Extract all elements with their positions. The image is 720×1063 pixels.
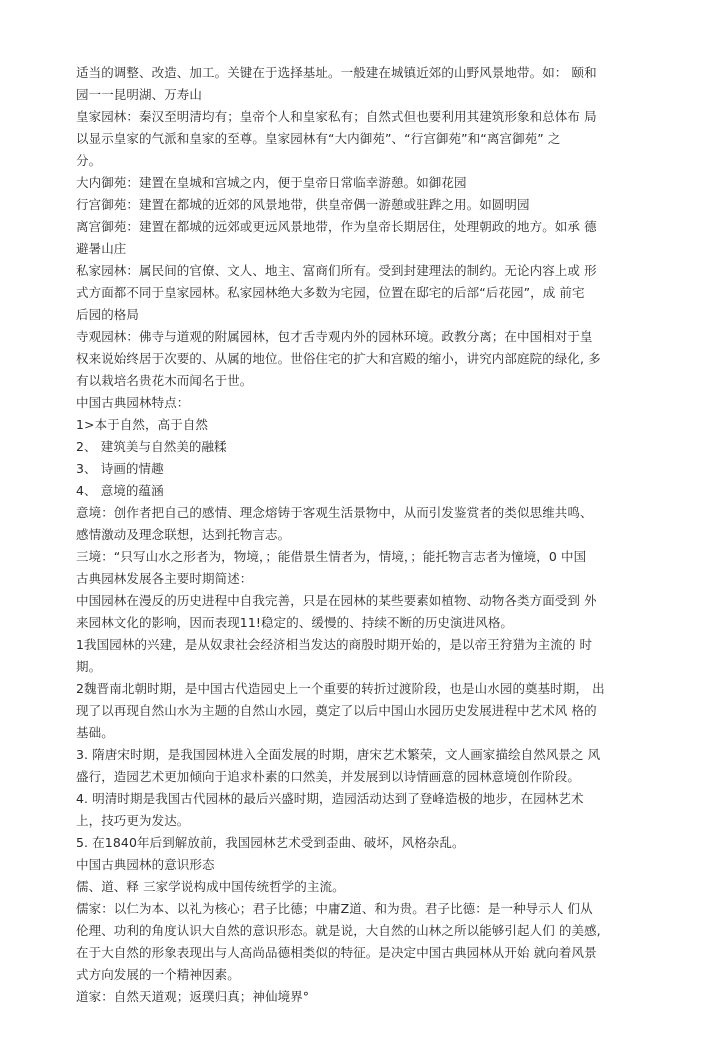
text-line: 基础。 <box>76 725 114 740</box>
text-line: 3、 诗画的情趣 <box>76 461 164 476</box>
text-line: 上，技巧更为发达。 <box>76 813 190 828</box>
text-line: 适当的调整、改造、加工。关键在于选择基址。一般建在城镇近郊的山野风景地带。如： 颐和 <box>76 65 597 80</box>
text-line: 来园林文化的影响，因而表现11!稳定的、缓慢的、持续不断的历史演进风格。 <box>76 615 514 630</box>
text-line: 1>本于自然，高于自然 <box>76 417 209 432</box>
text-line: 古典园林发展各主要时期简述： <box>76 571 253 586</box>
text-line: 中国古典园林的意识形态 <box>76 857 215 872</box>
text-line: 大内御苑：建置在皇城和宫城之内，便于皇帝日常临幸游憩。如御花园 <box>76 175 467 190</box>
text-line: 意境：创作者把自己的感情、理念熔铸于客观生活景物中，从而引发鉴赏者的类似思维共鸣、 <box>76 505 593 520</box>
text-line: 5. 在1840年后到解放前，我国园林艺术受到歪曲、破坏，风格杂乱。 <box>76 835 465 850</box>
text-line: 伦理、功利的角度认识大自然的意识形态。就是说，大自然的山林之所以能够引起人们 的美感, <box>76 923 601 938</box>
text-line: 离宫御苑：建置在都城的远郊或更远风景地带，作为皇帝长期居住，处理朝政的地方。如承 德 <box>76 219 597 234</box>
text-line: 4、 意境的蕴涵 <box>76 483 164 498</box>
text-line: 中国园林在漫反的历史进程中自我完善，只是在园林的某些要素如植物、动物各类方面受到 外 <box>76 593 597 608</box>
text-line: 期。 <box>76 659 102 674</box>
text-line: 感情激动及理念联想，达到托物言志。 <box>76 527 291 542</box>
text-line: 2魏晋南北朝时期，是中国古代造园史上一个重要的转折过渡阶段，也是山水园的奠基时期， 出 <box>76 681 605 696</box>
text-line: 1我国园林的兴建，是从奴隶社会经济相当发达的商殷时期开始的，是以帝王狩猎为主流的 时 <box>76 637 593 652</box>
text-line: 2、 建筑美与自然美的融糅 <box>76 439 227 454</box>
text-line: 有以栽培名贵花木而闻名于世。 <box>76 373 253 388</box>
text-line: 式方向发展的一个精神因素。 <box>76 967 240 982</box>
text-line: 行宫御苑：建置在都城的近郊的风景地带，供皇帝偶一游憩或驻跸之用。如圆明园 <box>76 197 530 212</box>
text-line: 三境：“只写山水之形者为，物境，；能借景生情者为，情境，；能托物言志者为憧境，0 中国 <box>76 549 587 564</box>
text-line: 避暑山庄 <box>76 241 127 256</box>
text-line: 分。 <box>76 153 102 168</box>
text-line: 儒、道、释 三家学说构成中国传统哲学的主流。 <box>76 879 345 894</box>
text-line: 现了以再现自然山水为主题的自然山水园，奠定了以后中国山水园历史发展进程中艺术风 格的 <box>76 703 597 718</box>
text-line: 以显示皇家的气派和皇家的至尊。皇家园林有“大内御苑”、“行宫御苑”和“离宫御苑” 之 <box>76 131 561 146</box>
text-line: 权来说始终居于次要的、从属的地位。世俗住宅的扩大和宫殿的缩小，讲究内部庭院的绿化, 多 <box>76 351 601 366</box>
text-line: 园一一昆明湖、万寿山 <box>76 87 203 102</box>
text-line: 式方面都不同于皇家园林。私家园林绝大多数为宅园，位置在邸宅的后部“后花园”，成 前宅 <box>76 285 585 300</box>
text-line: 道家：自然天道观；返璞归真；神仙境界° <box>76 989 310 1004</box>
text-line: 在于大自然的形象表现出与人高尚品德相类似的特征。是决定中国古典园林从开始 就向着风景 <box>76 945 597 960</box>
text-line: 私家园林：属民间的官僚、文人、地主、富商们所有。受到封建理法的制约。无论内容上或 形 <box>76 263 597 278</box>
text-line: 3. 隋唐宋时期，是我国园林进入全面发展的时期，唐宋艺术繁荣，文人画家描绘自然风景之 风 <box>76 747 601 762</box>
text-line <box>76 1008 686 1029</box>
text-line: 后园的格局 <box>76 307 140 322</box>
text-line: 儒家：以仁为本、以礼为核心；君子比德；中庸Z道、和为贵。君子比德：是一种导示人 们从 <box>76 901 593 916</box>
text-line: 寺观园林：佛寺与道观的附属园林，包才舌寺观内外的园林环境。政教分离；在中国相对于皇 <box>76 329 593 344</box>
text-line: 4. 明清时期是我国古代园林的最后兴盛时期，造园活动达到了登峰造极的地步，在园林艺术 <box>76 791 584 806</box>
text-line: 皇家园林：秦汉至明清均有；皇帝个人和皇家私有；自然式但也要利用其建筑形象和总体布 局 <box>76 109 597 124</box>
text-line: 中国古典园林特点： <box>76 395 190 410</box>
text-line: 盛行，造园艺术更加倾向于追求朴素的口然美，并发展到以诗情画意的园林意境创作阶段。 <box>76 769 581 784</box>
